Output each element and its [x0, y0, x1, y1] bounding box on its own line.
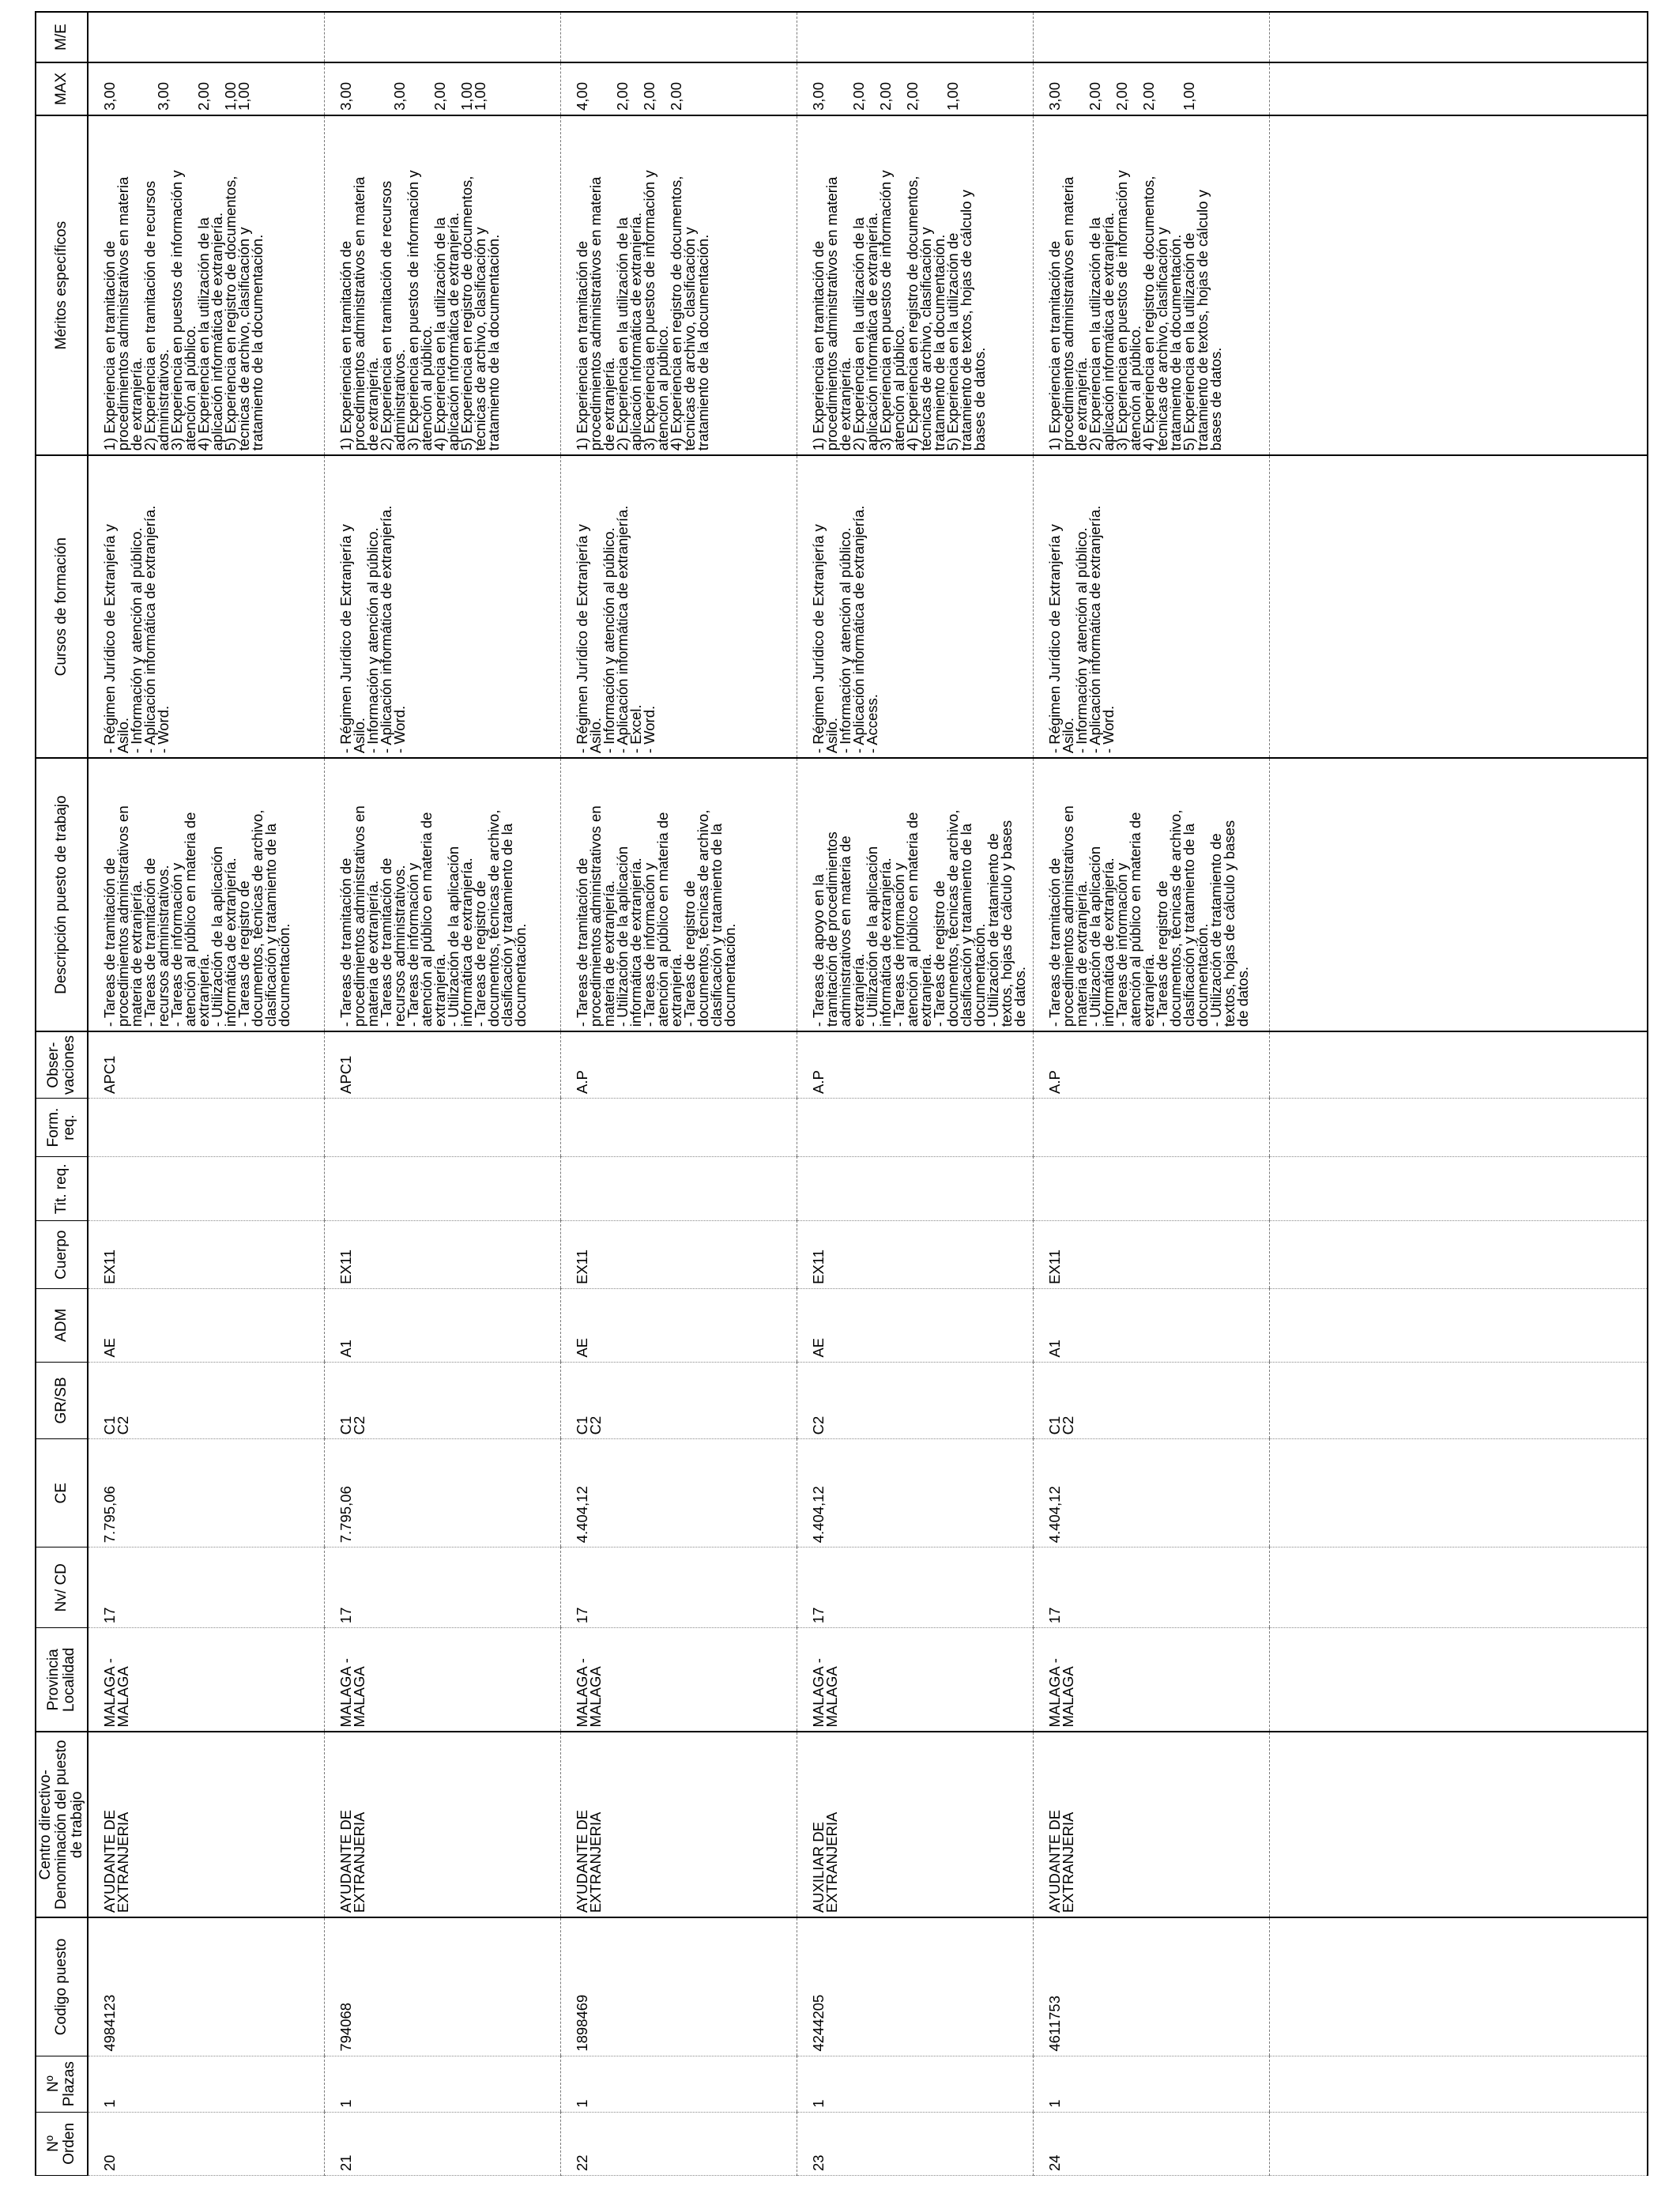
- job-positions-table: [35, 11, 1648, 2176]
- cell-tit: [88, 1157, 324, 1221]
- cell-nivel: 17: [88, 1547, 324, 1628]
- cell-adm: AE: [88, 1288, 324, 1362]
- cell-grsb: C1 C2: [324, 1362, 560, 1439]
- max-score: 1,00: [458, 81, 475, 111]
- cell-centro: AYUDANTE DE EXTRANJERIA: [1033, 1732, 1269, 1917]
- header-desc: Descripción puesto de trabajo: [36, 758, 88, 1031]
- max-score: 2,00: [876, 81, 894, 111]
- cell-orden: 23: [797, 2112, 1033, 2175]
- cell-grsb: C1 C2: [88, 1362, 324, 1439]
- cell-orden: 22: [560, 2112, 797, 2175]
- cell-max: [560, 62, 797, 115]
- cell-centro: AYUDANTE DE EXTRANJERIA: [560, 1732, 797, 1917]
- cell-adm: A1: [324, 1288, 560, 1362]
- header-cursos: Cursos de formación: [36, 455, 88, 758]
- rotated-page: [35, 11, 1648, 2176]
- cell-centro: AYUDANTE DE EXTRANJERIA: [324, 1732, 560, 1917]
- cell-me: [560, 12, 797, 62]
- max-score: 3,00: [101, 81, 118, 111]
- spacer-cell: [1269, 758, 1648, 1031]
- cell-form: [88, 1098, 324, 1156]
- max-score: 2,00: [640, 81, 657, 111]
- header-me: M/E: [36, 12, 88, 62]
- spacer-cell: [1269, 1917, 1648, 2056]
- spacer-cell: [1269, 62, 1648, 115]
- spacer-cell: [1269, 1157, 1648, 1221]
- spacer-cell: [1269, 1098, 1648, 1156]
- header-meritos: Méritos específicos: [36, 115, 88, 455]
- cell-ce: 4.404,12: [1033, 1439, 1269, 1547]
- spacer-cell: [1269, 1628, 1648, 1732]
- cell-nivel: 17: [324, 1547, 560, 1628]
- cell-cursos: - Régimen Jurídico de Extranjería y Asilo. - Información y atención al público. - Aplicación informática de extranjería. - Excel. - Word.: [560, 455, 797, 758]
- cell-provincia: MALAGA - MALAGA: [1033, 1628, 1269, 1732]
- max-score: 2,00: [903, 81, 921, 111]
- cell-grsb: C1 C2: [560, 1362, 797, 1439]
- cell-cuerpo: EX11: [560, 1221, 797, 1288]
- max-score: 2,00: [667, 81, 684, 111]
- cell-cursos: - Régimen Jurídico de Extranjería y Asilo. - Información y atención al público. - Aplicación informática de extranjería. - Access.: [797, 455, 1033, 758]
- max-score: 1,00: [235, 81, 252, 111]
- cell-desc: - Tareas de tramitación de procedimientos administrativos en materia de extranjería. - Utilización de la aplicación informática de extranjería. - Tareas de información y atención al público en materia de extranjería. - Tareas de registro de documentos, técnicas de archivo, clasificación y tratamiento de la documentación. - Utilización de tratamiento de textos, hojas de cálculo y bases de datos.: [1033, 758, 1269, 1031]
- header-provincia: Provincia Localidad: [36, 1628, 88, 1732]
- table-body: [88, 12, 1648, 2176]
- max-score: 2,00: [613, 81, 631, 111]
- cell-meritos: 1) Experiencia en tramitación de procedimientos administrativos en materia de extranjería. 2) Experiencia en la utilización de la aplicación informática de extranjería. 3) Experiencia en puestos de información y atención al público. 4) Experiencia en registro de documentos, técnicas de archivo, clasificación y tratamiento de la documentación.: [560, 115, 797, 455]
- header-tit: Tit. req.: [36, 1157, 88, 1221]
- cell-orden: 24: [1033, 2112, 1269, 2175]
- cell-obs: A.P: [797, 1031, 1033, 1098]
- cell-ce: 4.404,12: [560, 1439, 797, 1547]
- cell-obs: A.P: [560, 1031, 797, 1098]
- spacer-cell: [1269, 12, 1648, 62]
- cell-me: [88, 12, 324, 62]
- cell-codigo: 4984123: [88, 1917, 324, 2056]
- cell-cuerpo: EX11: [324, 1221, 560, 1288]
- cell-obs: APC1: [88, 1031, 324, 1098]
- max-score: 2,00: [1139, 81, 1157, 111]
- table-row: [1033, 12, 1269, 2176]
- max-score: 1,00: [1180, 81, 1197, 111]
- cell-codigo: 4244205: [797, 1917, 1033, 2056]
- cell-nivel: 17: [1033, 1547, 1269, 1628]
- max-score: 1,00: [471, 81, 488, 111]
- cell-codigo: 4611753: [1033, 1917, 1269, 2056]
- cell-codigo: 794068: [324, 1917, 560, 2056]
- cell-obs: APC1: [324, 1031, 560, 1098]
- header-form: Form. req.: [36, 1098, 88, 1156]
- cell-me: [1033, 12, 1269, 62]
- table-row: [560, 12, 797, 2176]
- cell-form: [324, 1098, 560, 1156]
- spacer-cell: [1269, 1547, 1648, 1628]
- cell-meritos: 1) Experiencia en tramitación de procedimientos administrativos en materia de extranjería. 2) Experiencia en tramitación de recursos administrativos. 3) Experiencia en puestos de información y atención al público. 4) Experiencia en la utilización de la aplicación informática de extranjería. 5) Experiencia en registro de documentos, técnicas de archivo, clasificación y tratamiento de la documentación.: [88, 115, 324, 455]
- cell-centro: AUXILIAR DE EXTRANJERIA: [797, 1732, 1033, 1917]
- table-row: [88, 12, 324, 2176]
- cell-orden: 21: [324, 2112, 560, 2175]
- max-score: 3,00: [809, 81, 827, 111]
- header-row: [36, 12, 88, 2176]
- cell-cuerpo: EX11: [1033, 1221, 1269, 1288]
- cell-centro: AYUDANTE DE EXTRANJERIA: [88, 1732, 324, 1917]
- cell-plazas: 1: [88, 2056, 324, 2112]
- header-max: MAX: [36, 62, 88, 115]
- max-score: 3,00: [337, 81, 354, 111]
- spacer-cell: [1269, 115, 1648, 455]
- header-ce: CE: [36, 1439, 88, 1547]
- header-nivel: Nv/ CD: [36, 1547, 88, 1628]
- cell-meritos: 1) Experiencia en tramitación de procedimientos administrativos en materia de extranjería. 2) Experiencia en la utilización de la aplicación informática de extranjería. 3) Experiencia en puestos de información y atención al público. 4) Experiencia en registro de documentos, técnicas de archivo, clasificación y tratamiento de la documentación. 5) Experiencia en la utilización de tratamiento de textos, hojas de cálculo y bases de datos.: [797, 115, 1033, 455]
- cell-desc: - Tareas de apoyo en la tramitación de procedimientos administrativos en materia de extranjería. - Utilización de la aplicación informática de extranjería. - Tareas de información y atención al público en materia de extranjería. - Tareas de registro de documentos, técnicas de archivo, clasificación y tratamiento de la documentación. - Utilización de tratamiento de textos, hojas de cálculo y bases de datos.: [797, 758, 1033, 1031]
- spacer-cell: [1269, 1732, 1648, 1917]
- max-score: 2,00: [431, 81, 448, 111]
- cell-plazas: 1: [324, 2056, 560, 2112]
- cell-max: [88, 62, 324, 115]
- cell-provincia: MALAGA - MALAGA: [88, 1628, 324, 1732]
- cell-max: [797, 62, 1033, 115]
- cell-desc: - Tareas de tramitación de procedimientos administrativos en materia de extranjería. - Tareas de tramitación de recursos administrativos. - Tareas de información y atención al público en materia de extranjería. - Utilización de la aplicación informática de extranjería. - Tareas de registro de documentos, técnicas de archivo, clasificación y tratamiento de la documentación.: [88, 758, 324, 1031]
- header-codigo: Codigo puesto: [36, 1917, 88, 2056]
- cell-form: [1033, 1098, 1269, 1156]
- cell-obs: A.P: [1033, 1031, 1269, 1098]
- cell-meritos: 1) Experiencia en tramitación de procedimientos administrativos en materia de extranjería. 2) Experiencia en tramitación de recursos administrativos. 3) Experiencia en puestos de información y atención al público. 4) Experiencia en la utilización de la aplicación informática de extranjería. 5) Experiencia en registro de documentos, técnicas de archivo, clasificación y tratamiento de la documentación.: [324, 115, 560, 455]
- cell-ce: 7.795,06: [88, 1439, 324, 1547]
- cell-cuerpo: EX11: [797, 1221, 1033, 1288]
- cell-orden: 20: [88, 2112, 324, 2175]
- cell-cursos: - Régimen Jurídico de Extranjería y Asilo. - Información y atención al público. - Aplicación informática de extranjería. - Word.: [1033, 455, 1269, 758]
- cell-nivel: 17: [797, 1547, 1033, 1628]
- cell-cursos: - Régimen Jurídico de Extranjería y Asilo. - Información y atención al público. - Aplicación informática de extranjería. - Word.: [88, 455, 324, 758]
- cell-form: [560, 1098, 797, 1156]
- spacer-cell: [1269, 1288, 1648, 1362]
- cell-adm: AE: [797, 1288, 1033, 1362]
- cell-provincia: MALAGA - MALAGA: [560, 1628, 797, 1732]
- max-score: 3,00: [1045, 81, 1063, 111]
- cell-codigo: 1898469: [560, 1917, 797, 2056]
- max-score: 3,00: [155, 81, 171, 111]
- cell-cursos: - Régimen Jurídico de Extranjería y Asilo. - Información y atención al público. - Aplicación informática de extranjería. - Word.: [324, 455, 560, 758]
- header-plazas: Nº Plazas: [36, 2056, 88, 2112]
- max-score: 1,00: [222, 81, 239, 111]
- max-score: 2,00: [1113, 81, 1130, 111]
- max-score: 3,00: [390, 81, 408, 111]
- cell-adm: A1: [1033, 1288, 1269, 1362]
- cell-plazas: 1: [797, 2056, 1033, 2112]
- max-score: 2,00: [195, 81, 212, 111]
- cell-grsb: C2: [797, 1362, 1033, 1439]
- cell-max: [324, 62, 560, 115]
- cell-meritos: 1) Experiencia en tramitación de procedimientos administrativos en materia de extranjería. 2) Experiencia en la utilización de la aplicación informática de extranjería. 3) Experiencia en puestos de información y atención al público. 4) Experiencia en registro de documentos, técnicas de archivo, clasificación y tratamiento de la documentación. 5) Experiencia en la utilización de tratamiento de textos, hojas de cálculo y bases de datos.: [1033, 115, 1269, 455]
- cell-me: [797, 12, 1033, 62]
- table-spacer-row: [1269, 12, 1648, 2176]
- header-adm: ADM: [36, 1288, 88, 1362]
- cell-provincia: MALAGA - MALAGA: [797, 1628, 1033, 1732]
- cell-me: [324, 12, 560, 62]
- cell-provincia: MALAGA - MALAGA: [324, 1628, 560, 1732]
- max-score: 2,00: [1086, 81, 1103, 111]
- spacer-cell: [1269, 2056, 1648, 2112]
- cell-tit: [560, 1157, 797, 1221]
- spacer-cell: [1269, 1362, 1648, 1439]
- cell-cuerpo: EX11: [88, 1221, 324, 1288]
- cell-desc: - Tareas de tramitación de procedimientos administrativos en materia de extranjería. - Tareas de tramitación de recursos administrativos. - Tareas de información y atención al público en materia de extranjería. - Utilización de la aplicación informática de extranjería. - Tareas de registro de documentos, técnicas de archivo, clasificación y tratamiento de la documentación.: [324, 758, 560, 1031]
- table-row: [324, 12, 560, 2176]
- spacer-cell: [1269, 1221, 1648, 1288]
- cell-desc: - Tareas de tramitación de procedimientos administrativos en materia de extranjería. - Utilización de la aplicación informática de extranjería. - Tareas de información y atención al público en materia de extranjería. - Tareas de registro de documentos, técnicas de archivo, clasificación y tratamiento de la documentación.: [560, 758, 797, 1031]
- cell-ce: 7.795,06: [324, 1439, 560, 1547]
- cell-form: [797, 1098, 1033, 1156]
- header-cuerpo: Cuerpo: [36, 1221, 88, 1288]
- max-score: 4,00: [573, 81, 590, 111]
- cell-ce: 4.404,12: [797, 1439, 1033, 1547]
- cell-plazas: 1: [560, 2056, 797, 2112]
- cell-tit: [1033, 1157, 1269, 1221]
- cell-plazas: 1: [1033, 2056, 1269, 2112]
- header-orden: Nº Orden: [36, 2112, 88, 2175]
- cell-tit: [797, 1157, 1033, 1221]
- header-centro: Centro directivo-Denominación del puesto de trabajo: [36, 1732, 88, 1917]
- header-grsb: GR/SB: [36, 1362, 88, 1439]
- spacer-cell: [1269, 1031, 1648, 1098]
- cell-max: [1033, 62, 1269, 115]
- spacer-cell: [1269, 1439, 1648, 1547]
- cell-nivel: 17: [560, 1547, 797, 1628]
- max-score: 2,00: [849, 81, 867, 111]
- cell-grsb: C1 C2: [1033, 1362, 1269, 1439]
- spacer-cell: [1269, 2112, 1648, 2175]
- table-row: [797, 12, 1033, 2176]
- header-obs: Obser-vaciones: [36, 1031, 88, 1098]
- cell-tit: [324, 1157, 560, 1221]
- spacer-cell: [1269, 455, 1648, 758]
- cell-adm: AE: [560, 1288, 797, 1362]
- max-score: 1,00: [944, 81, 961, 111]
